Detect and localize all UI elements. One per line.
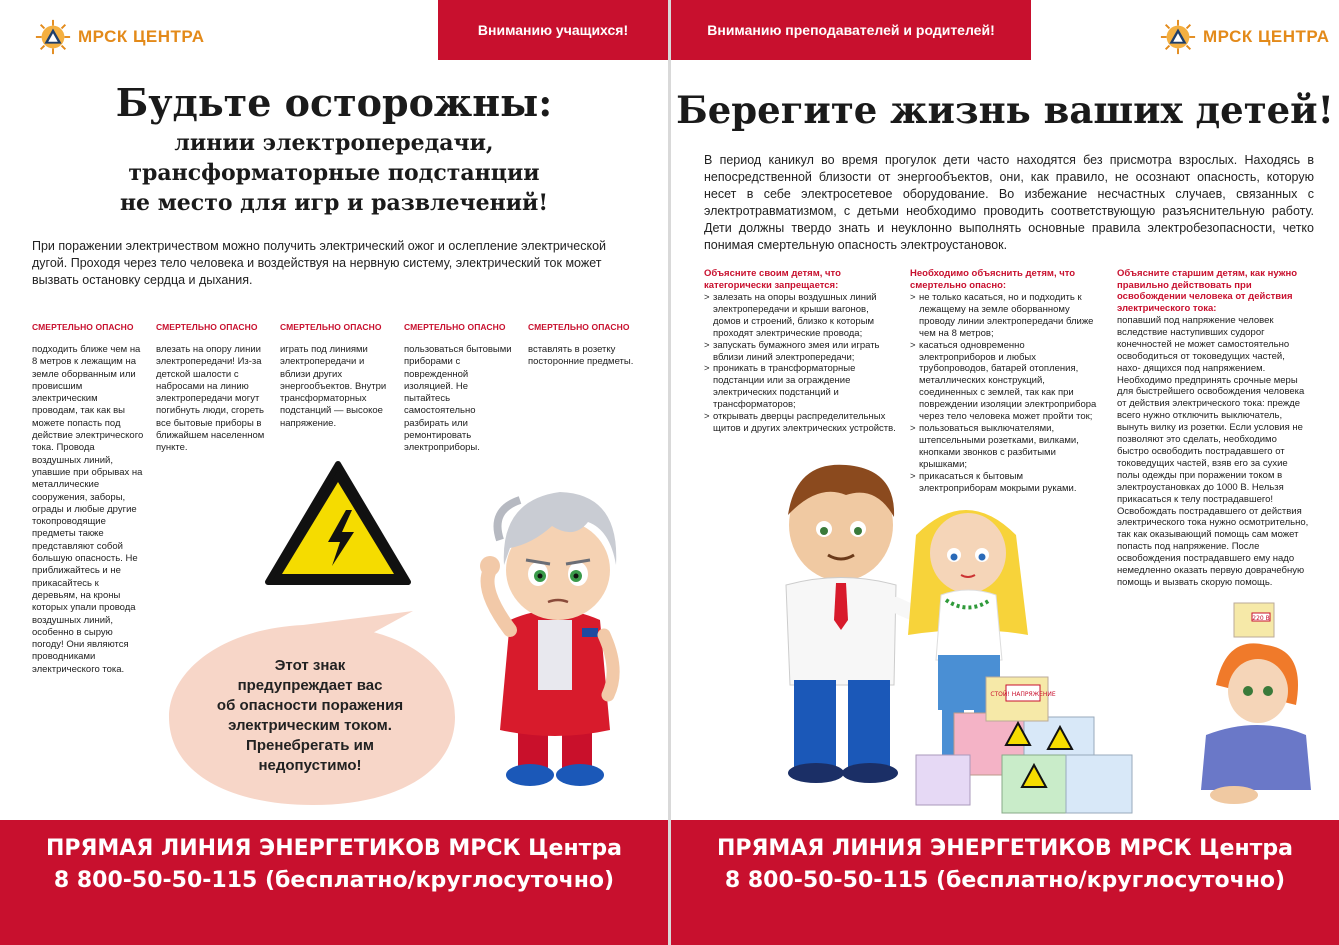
logo-text: МРСК ЦЕНТРА — [1203, 27, 1330, 46]
danger-heading: СМЕРТЕЛЬНО ОПАСНО — [404, 322, 506, 332]
advice-text: попавший под напряжение человек вследствие наступивших судорог конечностей не может самостоятельно освободиться от токоведущих частей, нахо- дящихся под напряжением. Необходимо предпринять срочные меры для быстрейшего освобождения человека от действия электрического тока: прежде всего нужно отключить выключатель, вынуть вилку из розетки. Если условия не позволяют это сделать, необходимо быстро освободить пострадавшего от токоведущих частей, взяв его за сухие полы одежды при поражении током в электроустановках до 1000 В. Нельзя прикасаться к телу пострадавшего! Освобождать пострадавшего от действия электрического тока нужно осмотрительно, так как оказывающий помощь сам может попасть под напряжение. После освобождения пострадавшего ему надо немедленно оказать первую доврачебную помощь и вызвать скорую помощь. — [1117, 315, 1309, 588]
left-title: Будьте осторожны: — [115, 80, 553, 125]
left-subtitle — [0, 128, 668, 218]
advice-heading: Объясните старшим детям, как нужно правильно действовать при освобождении человека от действия электрического тока: — [1117, 268, 1298, 314]
danger-text: вставлять в розетку посторонние предметы. — [528, 344, 634, 368]
advice-column — [704, 268, 896, 435]
left-intro: При поражении электричеством можно получить электрический ожог и ослепление электрической дугой. Проходя через тело человека и воздействуя на нервную систему, электрический ток может вызвать остановку сердца и дыхания. — [32, 239, 607, 287]
bubble-line: Пренебрегать им — [246, 737, 374, 754]
hotline-phone: 8 800-50-50-115 (бесплатно/круглосуточно) — [53, 868, 615, 893]
danger-text: влезать на опору линии электропередачи! Из-за детской шалости с набросами на линию электропередачи могут погибнуть люди, сгореть все бытовые приборы в ближайшем населенном пункте. — [156, 344, 265, 454]
bubble-line: электрическим током. — [228, 717, 392, 734]
list-item: > залезать на опоры воздушных линий электропередачи и крыши вагонов, домов и строений, близко к которым проходят электрические провода; — [704, 292, 896, 340]
hotline-phone: 8 800-50-50-115 (бесплатно/круглосуточно) — [724, 868, 1286, 893]
logo-text: МРСК ЦЕНТРА — [78, 27, 205, 46]
danger-heading: СМЕРТЕЛЬНО ОПАСНО — [528, 322, 630, 332]
danger-column — [404, 322, 516, 455]
advice-list — [704, 292, 896, 435]
danger-column — [156, 322, 268, 455]
right-title: Берегите жизнь ваших детей! — [676, 88, 1334, 132]
advice-heading: Необходимо объяснить детям, что смертельно опасно: — [910, 268, 1076, 291]
left-page — [0, 0, 668, 945]
danger-column — [280, 322, 392, 430]
hotline-footer — [0, 820, 668, 945]
bubble-line: об опасности поражения — [216, 697, 404, 714]
danger-heading: СМЕРТЕЛЬНО ОПАСНО — [156, 322, 258, 332]
list-item: > не только касаться, но и подходить к лежащему на земле оборванному проводу линии электропередачи ближе чем на 8 метров; — [910, 292, 1102, 340]
list-item: > пользоваться выключателями, штепсельными розетками, вилками, кнопками звонков с разбитыми крышками; — [910, 423, 1102, 471]
hotline-title: ПРЯМАЯ ЛИНИЯ ЭНЕРГЕТИКОВ МРСК Центра — [716, 836, 1294, 861]
bubble-line: Этот знак — [274, 657, 346, 674]
danger-heading: СМЕРТЕЛЬНО ОПАСНО — [280, 322, 382, 332]
danger-heading: СМЕРТЕЛЬНО ОПАСНО — [32, 322, 134, 332]
danger-column — [528, 322, 640, 369]
mrsk-logo-icon — [1159, 18, 1197, 56]
students-tab: Вниманию учащихся! — [438, 0, 668, 60]
bubble-line: недопустимо! — [258, 757, 362, 774]
list-item: > касаться одновременно электроприборов и любых трубопроводов, батарей отопления, металлических конструкций, соединенных с землей, так как при повреждении изоляции электроприбора через тело человека может пройти ток; — [910, 340, 1102, 423]
danger-column — [32, 322, 144, 676]
bubble-line: предупреждает вас — [237, 677, 383, 694]
list-item: > запускать бумажного змея или играть вблизи линий электропередачи; — [704, 340, 896, 364]
children-with-blocks-illustration — [766, 455, 1336, 815]
mrsk-logo — [34, 18, 205, 56]
danger-text: играть под линиями электропередачи и вблизи других энергообъектов. Внутри трансформаторных подстанций — высокое напряжение. — [280, 344, 387, 429]
high-voltage-warning-icon — [262, 458, 414, 588]
advice-heading: Объясните своим детям, что категорически запрещается: — [704, 268, 841, 291]
teachers-parents-tab: Вниманию преподавателей и родителей! — [671, 0, 1031, 60]
list-item: > открывать дверцы распределительных щитов и других электрических устройств. — [704, 411, 896, 435]
mrsk-logo-icon — [34, 18, 72, 56]
list-item: > проникать в трансформаторные подстанции или за ограждение электрических подстанций и трансформаторов; — [704, 363, 896, 411]
block-stop-label: СТОЙ! НАПРЯЖЕНИЕ — [990, 691, 1056, 698]
list-item: > прикасаться к бытовым электроприборам мокрыми руками. — [910, 471, 1102, 495]
right-page — [671, 0, 1339, 945]
subtitle-line: трансформаторные подстанции — [128, 160, 540, 186]
subtitle-line: не место для игр и развлечений! — [119, 190, 549, 216]
hotline-footer — [671, 820, 1339, 945]
right-intro: В период каникул во время прогулок дети часто находятся без присмотра взрослых. Находясь в непосредственной близости от энергообъектов, они, как правило, не осознают опасность, которую несет в себе электросетевое оборудование. Во избежание несчастных случаев, связанных с электротравматизмом, с детьми необходимо проводить соответствующую разъяснительную работу. Дети должны твердо знать и неуклонно выполнять основные правила электробезопасности, четко понимая смертельную опасность электроустановок. — [704, 153, 1314, 252]
block-220-label: 220 В — [1252, 615, 1270, 622]
subtitle-line: линии электропередачи, — [174, 130, 494, 156]
cartoon-boy-illustration — [470, 470, 645, 790]
danger-text: подходить ближе чем на 8 метров к лежащим на земле оборванным или провисшим электрическим проводам, так как вы можете попасть под действие электрического тока. Провода воздушных линий, упавшие при обрывах на металлические сооружения, заборы, ограды и любые другие токопроводящие предметы также представляют собой большую опасность. Не приближайтесь и не прикасайтесь к деревьям, на кроны которых упали провода воздушных линий, особенно в сырую погоду! Они являются проводниками электрического тока. — [32, 344, 144, 675]
hotline-title: ПРЯМАЯ ЛИНИЯ ЭНЕРГЕТИКОВ МРСК Центра — [45, 836, 623, 861]
mrsk-logo — [1159, 18, 1330, 56]
bubble-text — [190, 656, 430, 776]
danger-text: пользоваться бытовыми приборами с поврежденной изоляцией. Не пытайтесь самостоятельно разбирать или ремонтировать электроприборы. — [404, 344, 512, 454]
